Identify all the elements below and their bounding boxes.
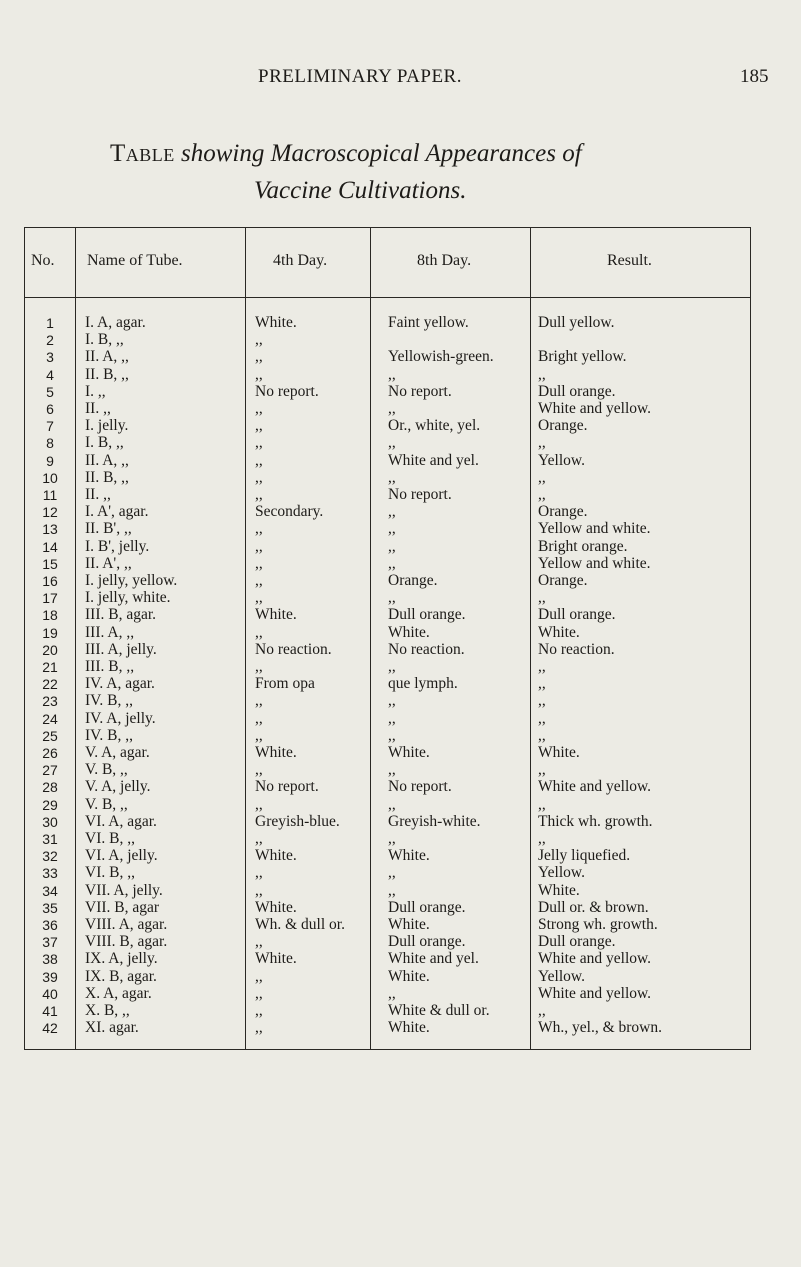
cell-no: 21 (42, 659, 58, 675)
cell-tube-name: VII. B, agar (85, 898, 160, 916)
cell-day4: ,, (255, 709, 263, 727)
cell-tube-name: V. A, jelly. (85, 778, 151, 796)
running-head: PRELIMINARY PAPER. (258, 66, 462, 87)
table-row (25, 1003, 750, 1019)
cell-tube-name: VI. A, agar. (85, 812, 157, 830)
cell-result: White. (538, 623, 580, 641)
table-row (25, 865, 750, 881)
cell-result: Yellow and white. (538, 520, 651, 538)
cell-day4: ,, (255, 967, 263, 985)
cell-tube-name: IV. A, agar. (85, 675, 155, 693)
cell-result: Dull orange. (538, 382, 616, 400)
cell-no: 41 (42, 1003, 58, 1019)
table-row (25, 367, 750, 383)
table-row (25, 745, 750, 761)
cell-result: ,, (538, 675, 546, 693)
cell-day4: ,, (255, 881, 263, 899)
cell-tube-name: I. B', jelly. (85, 537, 150, 555)
cell-result: ,, (538, 692, 546, 710)
cell-no: 28 (42, 779, 58, 796)
cell-tube-name: III. B, agar. (85, 606, 157, 624)
table-row (25, 590, 750, 606)
cell-day4: No reaction. (255, 640, 332, 658)
header-rule (25, 297, 750, 298)
cell-no: 36 (42, 917, 58, 933)
cell-no: 31 (42, 831, 58, 847)
cell-tube-name: II. B', ,, (85, 520, 132, 538)
cell-no: 16 (42, 573, 58, 589)
table-row (25, 573, 750, 589)
cell-no: 27 (42, 762, 58, 779)
cell-tube-name: VI. B, ,, (85, 864, 135, 882)
cell-day8: ,, (388, 468, 396, 486)
cell-day4: ,, (255, 554, 263, 572)
cell-day4: ,, (255, 589, 263, 607)
cell-no: 2 (46, 332, 54, 349)
cell-day4: No report. (255, 382, 319, 400)
cell-no: 29 (42, 796, 58, 813)
cell-day8: ,, (388, 503, 396, 521)
cell-day8: ,, (388, 881, 396, 899)
cell-day8: Greyish-white. (388, 812, 481, 830)
cell-day4: ,, (255, 658, 263, 675)
table-row (25, 986, 750, 1002)
table-row (25, 934, 750, 950)
cell-result: Dull orange. (538, 606, 616, 624)
table-row (25, 539, 750, 555)
cell-result: White and yellow. (538, 950, 652, 968)
table-row (25, 607, 750, 623)
cell-day4: ,, (255, 864, 263, 882)
cell-tube-name: II. A, ,, (85, 451, 129, 469)
cell-result: Yellow. (538, 864, 585, 882)
cell-result: Thick wh. growth. (538, 812, 653, 830)
table-row (25, 470, 750, 486)
cell-tube-name: IX. B, agar. (85, 967, 157, 985)
cell-no: 42 (42, 1020, 58, 1037)
cell-day8: Orange. (388, 572, 438, 589)
page-header (0, 66, 801, 94)
cell-no: 8 (46, 435, 54, 452)
cell-day4: White. (255, 314, 297, 331)
cell-tube-name: II. ,, (85, 486, 111, 503)
cell-day4: ,, (255, 933, 263, 951)
cell-result: White and yellow. (538, 984, 652, 1002)
results-table (24, 227, 751, 1050)
column-header-day4: 4th Day. (273, 252, 328, 269)
table-row (25, 676, 750, 692)
cell-day4: ,, (255, 726, 263, 744)
cell-no: 24 (42, 710, 58, 727)
cell-result: No reaction. (538, 640, 615, 658)
cell-day4: ,, (255, 451, 263, 469)
cell-no: 30 (42, 813, 58, 830)
cell-tube-name: II. A, ,, (85, 348, 129, 366)
cell-day8: ,, (388, 761, 396, 779)
cell-day8: White and yel. (388, 451, 479, 469)
cell-no: 19 (42, 624, 58, 641)
cell-tube-name: I. jelly, white. (85, 589, 171, 607)
cell-day8: White. (388, 916, 430, 933)
cell-day8: ,, (388, 520, 396, 538)
cell-no: 11 (42, 487, 58, 503)
table-row (25, 1020, 750, 1036)
cell-tube-name: III. A, ,, (85, 623, 135, 641)
cell-day4: Greyish-blue. (255, 812, 340, 830)
cell-result: White and yellow. (538, 400, 652, 417)
cell-no: 4 (46, 366, 54, 383)
cell-day4: ,, (255, 434, 263, 452)
cell-tube-name: IX. A, jelly. (85, 950, 158, 968)
cell-tube-name: I. B, ,, (85, 331, 124, 349)
cell-no: 25 (42, 727, 58, 744)
cell-day8: Or., white, yel. (388, 417, 481, 435)
table-row (25, 779, 750, 795)
table-row (25, 797, 750, 813)
cell-result: Orange. (538, 503, 588, 521)
table-row (25, 917, 750, 933)
cell-day8: ,, (388, 658, 396, 675)
cell-day8: White and yel. (388, 950, 479, 968)
cell-tube-name: VII. A, jelly. (85, 881, 163, 899)
cell-day4: White. (255, 898, 297, 916)
cell-result: ,, (538, 434, 546, 452)
cell-result: ,, (538, 761, 546, 779)
cell-tube-name: I. B, ,, (85, 434, 124, 452)
table-row (25, 642, 750, 658)
table-row (25, 401, 750, 417)
cell-day8: ,, (388, 365, 396, 383)
table-row (25, 728, 750, 744)
cell-no: 12 (42, 504, 58, 521)
cell-no: 35 (42, 899, 58, 916)
cell-no: 23 (42, 693, 58, 710)
table-row (25, 435, 750, 451)
cell-day8: No report. (388, 382, 452, 400)
cell-day4: ,, (255, 1002, 263, 1019)
cell-day4: ,, (255, 692, 263, 710)
cell-day8: White. (388, 1019, 430, 1037)
table-row (25, 951, 750, 967)
cell-result: Dull yellow. (538, 314, 615, 331)
table-row (25, 349, 750, 365)
cell-tube-name: XI. agar. (85, 1019, 139, 1037)
cell-no: 26 (42, 745, 58, 761)
cell-day4: From opa (255, 675, 315, 693)
cell-day4: ,, (255, 1019, 263, 1037)
cell-day8: Dull orange. (388, 933, 466, 951)
cell-no: 6 (46, 401, 54, 417)
table-title-text: showing Macroscopical Appearances of (181, 140, 582, 167)
cell-day4: ,, (255, 537, 263, 555)
cell-tube-name: IV. B, ,, (85, 692, 133, 710)
column-header-no: No. (31, 252, 55, 269)
cell-day4: Wh. & dull or. (255, 916, 345, 933)
cell-tube-name: VIII. A, agar. (85, 916, 168, 933)
cell-no: 7 (46, 418, 54, 435)
cell-no: 14 (42, 538, 58, 555)
cell-day8: ,, (388, 434, 396, 452)
cell-day8: No report. (388, 778, 452, 796)
cell-day8: ,, (388, 400, 396, 417)
cell-no: 18 (42, 607, 58, 624)
cell-tube-name: I. jelly. (85, 417, 129, 435)
cell-day8: Faint yellow. (388, 314, 469, 331)
column-header-result: Result. (607, 252, 652, 269)
cell-result: White. (538, 881, 580, 899)
cell-day4: ,, (255, 417, 263, 435)
cell-day4: ,, (255, 348, 263, 366)
cell-tube-name: I. A, agar. (85, 314, 146, 331)
cell-tube-name: II. ,, (85, 400, 111, 417)
column-header-name: Name of Tube. (87, 252, 183, 269)
cell-day4: ,, (255, 830, 263, 847)
cell-day8: White. (388, 967, 430, 985)
cell-day8: ,, (388, 795, 396, 813)
cell-result: ,, (538, 658, 546, 675)
cell-no: 17 (42, 590, 58, 607)
cell-result: Jelly liquefied. (538, 847, 631, 865)
table-row (25, 384, 750, 400)
cell-day4: ,, (255, 486, 263, 503)
cell-day8: No report. (388, 486, 452, 503)
cell-tube-name: II. A', ,, (85, 554, 132, 572)
table-row (25, 504, 750, 520)
cell-day8: ,, (388, 864, 396, 882)
cell-tube-name: I. jelly, yellow. (85, 572, 178, 589)
cell-day4: ,, (255, 761, 263, 779)
cell-no: 40 (42, 985, 58, 1002)
table-title-line-1 (110, 140, 582, 168)
table-row (25, 848, 750, 864)
cell-tube-name: III. B, ,, (85, 658, 135, 675)
cell-tube-name: I. A', agar. (85, 503, 149, 521)
cell-result: Orange. (538, 572, 588, 589)
cell-day8: ,, (388, 709, 396, 727)
cell-day4: ,, (255, 400, 263, 417)
page-number: 185 (740, 66, 769, 87)
cell-day4: White. (255, 744, 297, 761)
cell-no: 9 (46, 452, 54, 469)
cell-result: White and yellow. (538, 778, 652, 796)
cell-tube-name: VI. B, ,, (85, 830, 135, 847)
table-row (25, 659, 750, 675)
table-row (25, 814, 750, 830)
cell-day8: ,, (388, 692, 396, 710)
cell-no: 1 (46, 315, 54, 331)
table-title-label: Table (110, 140, 175, 167)
cell-day4: ,, (255, 623, 263, 641)
column-header-day8: 8th Day. (417, 252, 472, 269)
cell-day4: ,, (255, 572, 263, 589)
cell-tube-name: I. ,, (85, 382, 106, 400)
cell-result: ,, (538, 468, 546, 486)
cell-day8: White. (388, 744, 430, 761)
cell-result: Dull or. & brown. (538, 898, 649, 916)
table-title-line-2: Vaccine Cultivations. (254, 177, 467, 204)
table-row (25, 969, 750, 985)
cell-tube-name: II. B, ,, (85, 468, 129, 486)
cell-day8: ,, (388, 830, 396, 847)
cell-result: Bright orange. (538, 537, 628, 555)
cell-day8: Yellowish-green. (388, 348, 494, 366)
table-row (25, 711, 750, 727)
cell-no: 10 (42, 469, 58, 486)
table-row (25, 900, 750, 916)
cell-day4: White. (255, 606, 297, 624)
cell-no: 22 (42, 676, 58, 693)
cell-no: 13 (42, 521, 58, 538)
cell-result: ,, (538, 365, 546, 383)
cell-tube-name: VI. A, jelly. (85, 847, 158, 865)
cell-day8: ,, (388, 537, 396, 555)
cell-result: ,, (538, 589, 546, 607)
table-row (25, 556, 750, 572)
cell-result: Yellow and white. (538, 554, 651, 572)
cell-result: Bright yellow. (538, 348, 627, 366)
cell-day8: White. (388, 847, 430, 865)
cell-no: 39 (42, 968, 58, 985)
cell-result: ,, (538, 795, 546, 813)
cell-day4: White. (255, 950, 297, 968)
cell-no: 20 (42, 641, 58, 658)
cell-no: 37 (42, 934, 58, 951)
cell-day4: ,, (255, 331, 263, 349)
cell-no: 5 (46, 383, 54, 400)
cell-tube-name: III. A, jelly. (85, 640, 157, 658)
cell-result: White. (538, 744, 580, 761)
cell-day8: ,, (388, 554, 396, 572)
table-row (25, 418, 750, 434)
cell-result: ,, (538, 1002, 546, 1019)
cell-no: 38 (42, 951, 58, 968)
cell-tube-name: IV. A, jelly. (85, 709, 156, 727)
cell-tube-name: VIII. B, agar. (85, 933, 168, 951)
cell-no: 3 (46, 349, 54, 366)
cell-day8: Dull orange. (388, 898, 466, 916)
cell-tube-name: X. A, agar. (85, 984, 152, 1002)
cell-day4: White. (255, 847, 297, 865)
table-row (25, 332, 750, 348)
table-row (25, 762, 750, 778)
cell-tube-name: II. B, ,, (85, 365, 129, 383)
table-row (25, 521, 750, 537)
cell-tube-name: V. B, ,, (85, 795, 128, 813)
cell-day4: ,, (255, 984, 263, 1002)
cell-tube-name: X. B, ,, (85, 1002, 130, 1019)
cell-result: Yellow. (538, 967, 585, 985)
table-row (25, 883, 750, 899)
cell-result: Dull orange. (538, 933, 616, 951)
cell-day4: No report. (255, 778, 319, 796)
table-row (25, 315, 750, 331)
cell-tube-name: V. A, agar. (85, 744, 150, 761)
cell-result: Yellow. (538, 451, 585, 469)
cell-no: 15 (42, 555, 58, 572)
cell-day8: No reaction. (388, 640, 465, 658)
cell-day4: ,, (255, 520, 263, 538)
cell-result: ,, (538, 726, 546, 744)
cell-day8: ,, (388, 589, 396, 607)
cell-day4: Secondary. (255, 503, 324, 521)
cell-tube-name: IV. B, ,, (85, 726, 133, 744)
cell-result: ,, (538, 486, 546, 503)
cell-day8: ,, (388, 726, 396, 744)
cell-result: ,, (538, 709, 546, 727)
table-row (25, 625, 750, 641)
table-row (25, 831, 750, 847)
cell-day4: ,, (255, 468, 263, 486)
cell-result: ,, (538, 830, 546, 847)
table-row (25, 487, 750, 503)
cell-day8: que lymph. (388, 675, 458, 693)
cell-day8: White & dull or. (388, 1002, 490, 1019)
cell-result: Wh., yel., & brown. (538, 1019, 662, 1037)
cell-day8: ,, (388, 984, 396, 1002)
cell-result: Strong wh. growth. (538, 916, 658, 933)
cell-day8: Dull orange. (388, 606, 466, 624)
cell-no: 32 (42, 848, 58, 865)
cell-tube-name: V. B, ,, (85, 761, 128, 779)
table-row (25, 453, 750, 469)
cell-day4: ,, (255, 365, 263, 383)
cell-day4: ,, (255, 795, 263, 813)
table-row (25, 693, 750, 709)
cell-day8: White. (388, 623, 430, 641)
cell-no: 33 (42, 865, 58, 882)
cell-no: 34 (42, 882, 58, 899)
cell-result: Orange. (538, 417, 588, 435)
